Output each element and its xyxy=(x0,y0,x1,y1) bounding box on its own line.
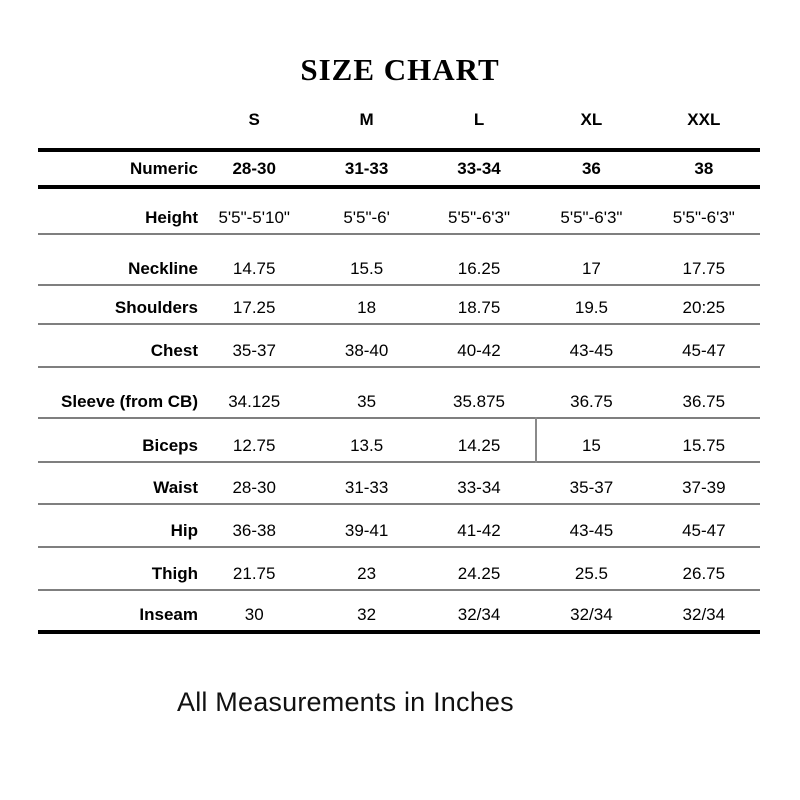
value-cell: 36-38 xyxy=(232,521,276,540)
table-row xyxy=(38,548,760,591)
measurements-note: All Measurements in Inches xyxy=(177,687,514,717)
value-cell: 15 xyxy=(581,436,601,455)
row-label: Chest xyxy=(150,341,198,360)
row-label: Height xyxy=(145,208,198,227)
value-cell: 35.875 xyxy=(453,392,506,411)
value-cell: 15.75 xyxy=(682,436,726,455)
table-row xyxy=(38,368,760,419)
value-cell: 18 xyxy=(357,298,377,317)
table-row xyxy=(38,463,760,505)
value-cell: 26.75 xyxy=(682,564,726,583)
value-cell: 20:25 xyxy=(682,298,726,317)
value-cell: 45-47 xyxy=(682,341,726,360)
value-cell: 32/34 xyxy=(457,605,501,624)
table-row xyxy=(38,152,760,189)
value-cell: 17.75 xyxy=(682,259,726,278)
column-header-m: M xyxy=(359,110,374,129)
value-cell: 43-45 xyxy=(569,341,614,360)
value-cell: 33-34 xyxy=(457,159,501,178)
value-cell: 45-47 xyxy=(682,521,726,540)
row-label: Shoulders xyxy=(114,298,198,317)
value-cell: 35 xyxy=(357,392,377,411)
value-cell: 5'5"-6'3" xyxy=(560,208,623,227)
value-cell: 14.25 xyxy=(457,436,501,455)
page-title: SIZE CHART xyxy=(300,52,500,87)
table-row xyxy=(38,325,760,368)
value-cell: 19.5 xyxy=(574,298,608,317)
value-cell: 33-34 xyxy=(457,478,501,497)
row-label: Thigh xyxy=(151,564,198,583)
value-cell: 14.75 xyxy=(232,259,276,278)
value-cell: 13.5 xyxy=(350,436,384,455)
table-row xyxy=(38,235,760,286)
value-cell: 5'5"-6' xyxy=(343,208,390,227)
value-cell: 41-42 xyxy=(457,521,501,540)
value-cell: 32/34 xyxy=(682,605,726,624)
value-cell: 24.25 xyxy=(457,564,501,583)
column-header-xxl: XXL xyxy=(687,110,721,129)
value-cell: 5'5"-5'10" xyxy=(218,208,290,227)
value-cell: 28-30 xyxy=(232,159,276,178)
value-cell: 16.25 xyxy=(457,259,501,278)
row-label: Numeric xyxy=(129,159,198,178)
size-chart-table xyxy=(38,90,760,634)
value-cell: 17.25 xyxy=(232,298,276,317)
row-label: Hip xyxy=(170,521,198,540)
row-label: Neckline xyxy=(128,259,198,278)
value-cell: 38-40 xyxy=(344,341,389,360)
table-row xyxy=(38,286,760,325)
value-cell: 38 xyxy=(694,159,714,178)
value-cell: 30 xyxy=(244,605,264,624)
value-cell: 15.5 xyxy=(350,259,384,278)
value-cell: 21.75 xyxy=(232,564,276,583)
value-cell: 35-37 xyxy=(569,478,614,497)
value-cell: 37-39 xyxy=(682,478,726,497)
value-cell: 32/34 xyxy=(570,605,613,624)
value-cell: 36 xyxy=(581,159,601,178)
value-cell: 28-30 xyxy=(232,478,276,497)
table-header-row xyxy=(38,90,760,152)
stray-vertical-line xyxy=(535,417,537,463)
value-cell: 17 xyxy=(581,259,601,278)
row-label: Sleeve (from CB) xyxy=(61,392,198,411)
value-cell: 36.75 xyxy=(570,392,613,411)
value-cell: 12.75 xyxy=(232,436,276,455)
value-cell: 31-33 xyxy=(344,478,389,497)
value-cell: 23 xyxy=(357,564,377,583)
value-cell: 31-33 xyxy=(344,159,389,178)
value-cell: 25.5 xyxy=(574,564,608,583)
column-header-s: S xyxy=(248,110,260,129)
table-body xyxy=(38,152,760,634)
value-cell: 34.125 xyxy=(228,392,281,411)
row-label: Waist xyxy=(153,478,198,497)
value-cell: 5'5"-6'3" xyxy=(672,208,735,227)
table-row xyxy=(38,505,760,548)
row-label: Biceps xyxy=(142,436,198,455)
value-cell: 32 xyxy=(357,605,377,624)
table-row xyxy=(38,189,760,235)
table-row xyxy=(38,591,760,634)
value-cell: 36.75 xyxy=(682,392,726,411)
value-cell: 43-45 xyxy=(569,521,614,540)
table-row xyxy=(38,419,760,463)
value-cell: 35-37 xyxy=(232,341,276,360)
row-label: Inseam xyxy=(139,605,198,624)
value-cell: 5'5"-6'3" xyxy=(447,208,511,227)
value-cell: 40-42 xyxy=(457,341,501,360)
value-cell: 39-41 xyxy=(344,521,389,540)
column-header-xl: XL xyxy=(580,110,603,129)
column-header-l: L xyxy=(473,110,485,129)
value-cell: 18.75 xyxy=(457,298,501,317)
